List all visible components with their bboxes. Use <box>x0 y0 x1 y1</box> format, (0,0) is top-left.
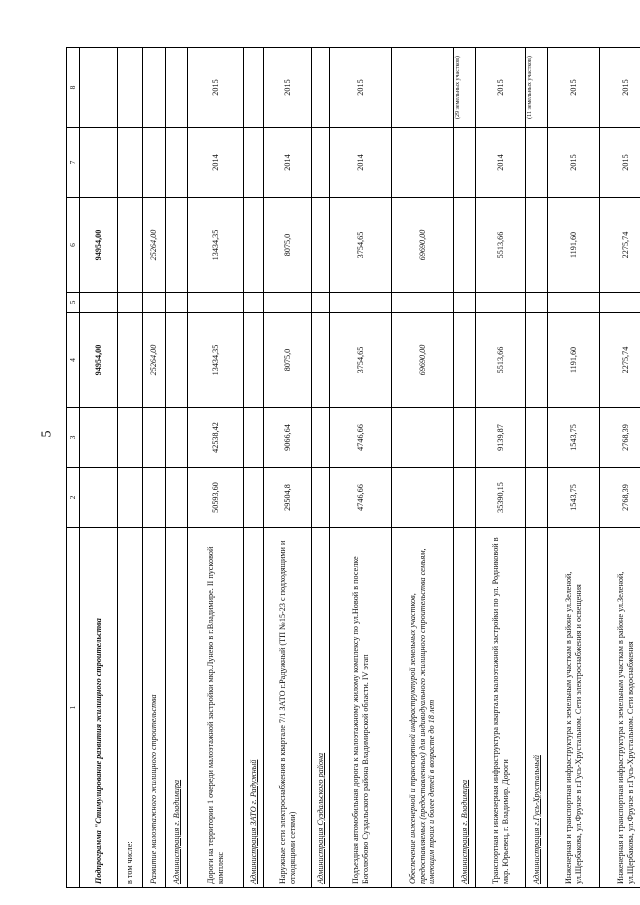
cell <box>454 468 476 528</box>
cell <box>454 408 476 468</box>
cell <box>312 293 330 313</box>
cell <box>118 128 143 198</box>
col-header-2: 2 <box>67 468 80 528</box>
cell <box>80 48 118 128</box>
cell: 1191,60 <box>548 313 600 408</box>
cell <box>166 198 188 293</box>
cell: 2015 <box>600 128 640 198</box>
table-row <box>118 48 143 888</box>
row-label: Администрация Суздальского района <box>312 528 330 888</box>
cell: 2014 <box>264 128 312 198</box>
cell <box>454 313 476 408</box>
table-row <box>454 48 476 888</box>
cell: 69690,00 <box>392 313 454 408</box>
table-row <box>244 48 264 888</box>
cell <box>600 293 640 313</box>
cell <box>244 468 264 528</box>
cell <box>118 198 143 293</box>
row-label: Дороги на территории 1 очереди малоэтажной застройки мкр.Лунево в г.Владимире. II пусковой комплекс <box>188 528 244 888</box>
cell <box>80 468 118 528</box>
row-label: Наружные сети электроснабжения в квартале 7/1 ЗАТО г.Радужный (ТП №15-23 с подходящими и отходящими сетями) <box>264 528 312 888</box>
cell: 13434,35 <box>188 198 244 293</box>
table-row <box>526 48 548 888</box>
cell: 35390,15 <box>476 468 526 528</box>
row-label: Инженерная и транспортная инфраструктура к земельным участкам в районе ул.Зеленой, ул.Щербакова, ул.Фрунзе в г.Гусь-Хрустальном. Сети водоснабжения <box>600 528 640 888</box>
cell: 2014 <box>330 128 392 198</box>
cell <box>392 293 454 313</box>
cell <box>143 468 166 528</box>
cell: 29504,8 <box>264 468 312 528</box>
cell <box>80 293 118 313</box>
row-label: Администрация г. Владимира <box>454 528 476 888</box>
cell: 94954,00 <box>80 198 118 293</box>
cell <box>454 128 476 198</box>
row-label: Подъездная автомобильная дорога к малоэтажному жилому комплексу по ул.Новой в поселке Боголюбово Суздальского района Владимирской области. IV этап <box>330 528 392 888</box>
cell <box>312 313 330 408</box>
cell <box>526 408 548 468</box>
cell <box>188 293 244 313</box>
cell: 3754,65 <box>330 313 392 408</box>
cell <box>166 313 188 408</box>
cell: 5513,66 <box>476 198 526 293</box>
cell: 2768,39 <box>600 468 640 528</box>
page-number: 5 <box>39 430 55 438</box>
cell: 42538,42 <box>188 408 244 468</box>
col-header-6: 6 <box>67 198 80 293</box>
cell: 2015 <box>548 128 600 198</box>
column-number-row <box>67 48 80 888</box>
cell <box>312 198 330 293</box>
cell: 1191,60 <box>548 198 600 293</box>
cell <box>118 293 143 313</box>
cell: 2275,74 <box>600 198 640 293</box>
cell <box>312 408 330 468</box>
col-header-3: 3 <box>67 408 80 468</box>
cell <box>80 408 118 468</box>
table-row <box>330 48 392 888</box>
cell <box>166 48 188 128</box>
cell <box>526 128 548 198</box>
cell <box>526 313 548 408</box>
rotated-table-wrapper <box>66 48 635 888</box>
table-row <box>600 48 640 888</box>
cell <box>166 293 188 313</box>
cell <box>244 293 264 313</box>
cell: 9066,64 <box>264 408 312 468</box>
table-row <box>264 48 312 888</box>
cell <box>118 48 143 128</box>
cell <box>166 468 188 528</box>
cell: 2015 <box>330 48 392 128</box>
row-label: Инженерная и транспортная инфраструктура к земельным участкам в районе ул.Зеленой, ул.Щербакова, ул.Фрунзе в г.Гусь-Хрустальном. Сети электроснабжения и освещения <box>548 528 600 888</box>
cell <box>312 48 330 128</box>
row-label: в том числе: <box>118 528 143 888</box>
col-header-7: 7 <box>67 128 80 198</box>
cell: 4746,66 <box>330 468 392 528</box>
cell: 25264,00 <box>143 313 166 408</box>
cell <box>526 293 548 313</box>
table-row <box>312 48 330 888</box>
table-row <box>143 48 166 888</box>
cell: 8075,0 <box>264 313 312 408</box>
cell <box>476 293 526 313</box>
col-header-5: 5 <box>67 293 80 313</box>
cell: 8075,0 <box>264 198 312 293</box>
table-row <box>548 48 600 888</box>
cell: 9139,87 <box>476 408 526 468</box>
cell <box>244 313 264 408</box>
cell: 2014 <box>188 128 244 198</box>
row-label: Администрация ЗАТО г. Радужный <box>244 528 264 888</box>
cell: 2014 <box>476 128 526 198</box>
cell <box>548 293 600 313</box>
cell <box>166 408 188 468</box>
cell <box>392 408 454 468</box>
cell <box>244 48 264 128</box>
cell <box>244 198 264 293</box>
row-label: Обеспечение инженерной и транспортной инфраструктурой земельных участков, предоставляемых (предоставленных) для индивидуального жилищного строительства семьям, имеющим троих и более детей в возрасте до 18 лет <box>392 528 454 888</box>
cell <box>143 408 166 468</box>
table-row <box>392 48 454 888</box>
land-plots-note: (29 земельных участков) <box>454 48 476 128</box>
cell: 2015 <box>188 48 244 128</box>
cell: 25264,00 <box>143 198 166 293</box>
row-label: Администрация г.Гусь-Хрустальный <box>526 528 548 888</box>
table-row <box>188 48 244 888</box>
cell: 1543,75 <box>548 468 600 528</box>
row-label: Администрация г. Владимира <box>166 528 188 888</box>
cell <box>118 408 143 468</box>
cell: 2015 <box>600 48 640 128</box>
cell <box>80 128 118 198</box>
cell <box>526 468 548 528</box>
cell <box>118 468 143 528</box>
table-row <box>80 48 118 888</box>
cell <box>392 48 454 128</box>
cell: 2275,74 <box>600 313 640 408</box>
cell <box>526 198 548 293</box>
cell <box>118 313 143 408</box>
table-row <box>476 48 526 888</box>
land-plots-note: (11 земельных участков) <box>526 48 548 128</box>
cell <box>244 408 264 468</box>
cell <box>166 128 188 198</box>
cell: 2015 <box>476 48 526 128</box>
col-header-8: 8 <box>67 48 80 128</box>
budget-table <box>66 47 640 888</box>
cell: 4746,66 <box>330 408 392 468</box>
cell: 2768,39 <box>600 408 640 468</box>
cell: 50593,60 <box>188 468 244 528</box>
cell: 1543,75 <box>548 408 600 468</box>
cell: 5513,66 <box>476 313 526 408</box>
col-header-1: 1 <box>67 528 80 888</box>
cell <box>330 293 392 313</box>
cell: 94954,00 <box>80 313 118 408</box>
cell <box>312 468 330 528</box>
cell: 13434,35 <box>188 313 244 408</box>
cell <box>244 128 264 198</box>
cell: 2015 <box>264 48 312 128</box>
row-label: Развитие малоэтажного жилищного строительства <box>143 528 166 888</box>
cell <box>392 468 454 528</box>
cell: 69690,00 <box>392 198 454 293</box>
col-header-4: 4 <box>67 313 80 408</box>
cell <box>143 48 166 128</box>
cell <box>454 198 476 293</box>
cell: 2015 <box>548 48 600 128</box>
table-row <box>166 48 188 888</box>
row-title-subprogram: Подпрограмма "Стимулирование развития жилищного строительства <box>80 528 118 888</box>
cell <box>312 128 330 198</box>
cell <box>143 293 166 313</box>
cell <box>143 128 166 198</box>
cell: 3754,65 <box>330 198 392 293</box>
row-label: Транспортная и инженерная инфраструктура квартала малоэтажной застройки по ул. Родниковой в мкр. Юрьевец, г. Владимир. Дороги <box>476 528 526 888</box>
cell <box>454 293 476 313</box>
cell <box>392 128 454 198</box>
cell <box>264 293 312 313</box>
